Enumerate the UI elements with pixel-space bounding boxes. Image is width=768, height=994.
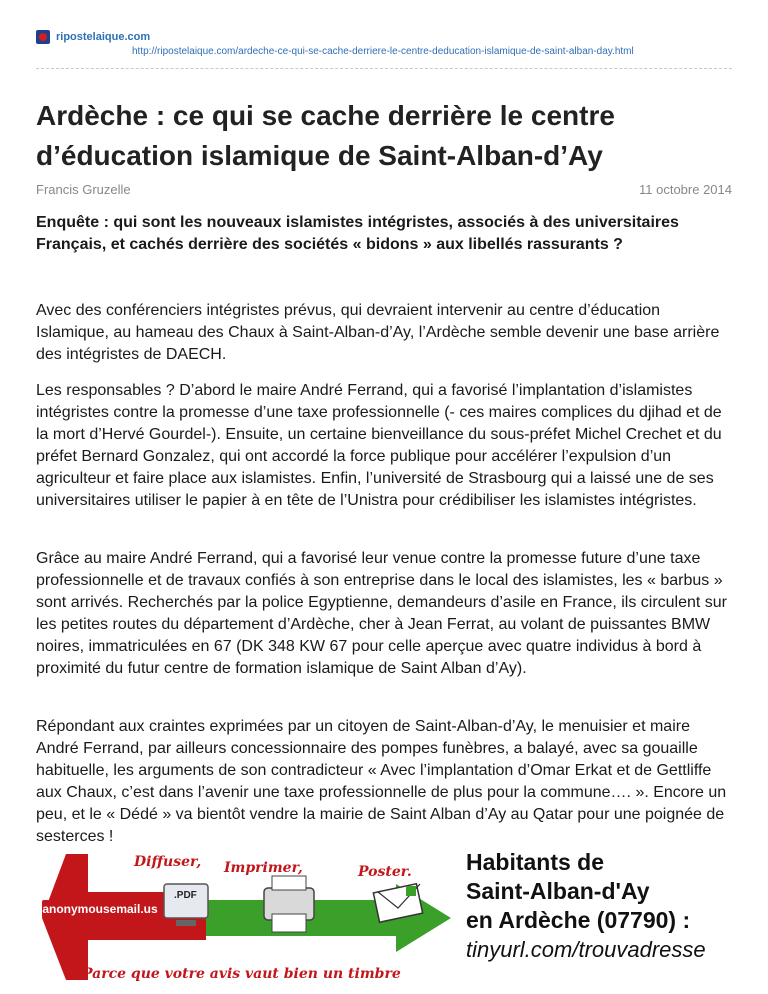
article-lead: Enquête : qui sont les nouveaux islamistes intégristes, associés à des universitaires Français, et cachés derrière des sociétés « bidons » aux libellés rassurants ?	[36, 214, 679, 253]
promo-banner	[36, 848, 732, 988]
banner-imprimer: Imprimer,	[224, 860, 303, 876]
banner-diffuser: Diffuser,	[134, 854, 202, 870]
article-paragraph: Grâce au maire André Ferrand, qui a favorisé leur venue contre la promesse future d’une taxe professionnelle et de travaux confiés à son entreprise dans le local des islamistes, les « barbus » sont arrivés. Recherchés par la police Egyptienne, demandeurs d’asile en France, ils circulent sur les petites routes du département d’Ardèche, cher à Jean Ferrat, au volant de puissantes BMW noires, immatriculées en 67 (DK 348 KW 67 pour celle aperçue avec quatre individus à bord à proximité du futur centre de formation islamique de Saint Alban d’Ay).	[36, 550, 728, 677]
banner-tinyurl-link[interactable]: tinyurl.com/trouvadresse	[466, 937, 706, 962]
article-meta	[36, 182, 732, 197]
site-row	[36, 30, 736, 44]
banner-line-2: Saint-Alban-d'Ay	[466, 878, 650, 904]
printer-icon	[264, 876, 314, 932]
banner-heading	[466, 848, 736, 964]
anonymousemail-link[interactable]: anonymousemail.us	[42, 902, 158, 916]
site-name-link[interactable]: ripostelaique.com	[56, 31, 151, 43]
site-logo-icon	[36, 30, 50, 44]
article-paragraph: Les responsables ? D’abord le maire André Ferrand, qui a favorisé l’implantation d’islamistes intégristes contre la promesse d’une taxe professionnelle (- ces maires complices du djihad et de la mort d’Hervé Gourdel-). Ensuite, un certaine bienveillance du sous-préfet Michel Crechet et du préfet Bernard Gonzalez, qui ont accordé la force publique pour accélérer l’expulsion d’un agriculteur et faire place aux islamistes. Enfin, l’université de Strasbourg qui a laissé une de ses universitaires utiliser le papier à en tête de l’Unistra pour crédibiliser les islamistes intégristes.	[36, 382, 722, 509]
banner-poster: Poster.	[358, 864, 412, 880]
article-url-link[interactable]: http://ripostelaique.com/ardeche-ce-qui-se-cache-derriere-le-centre-deducation-islamique-de-saint-alban-day.html	[132, 46, 634, 57]
banner-line-3: en Ardèche (07790) :	[466, 907, 691, 933]
article-author: Francis Gruzelle	[36, 182, 131, 197]
page-header	[36, 30, 736, 57]
banner-line-1: Habitants de	[466, 849, 605, 875]
banner-tagline: Parce que votre avis vaut bien un timbre	[82, 966, 401, 982]
article-paragraph: Avec des conférenciers intégristes prévus, qui devraient intervenir au centre d’éducation Islamique, au hameau des Chaux à Saint-Alban-d’Ay, l’Ardèche semble devenir une base arrière des intégristes de DAECH.	[36, 302, 720, 363]
article-paragraph: Répondant aux craintes exprimées par un citoyen de Saint-Alban-d’Ay, le menuisier et maire André Ferrand, par ailleurs concessionnaire des pompes funèbres, a balayé, avec sa gouaille habituelle, les arguments de son contradicteur « Avec l’implantation d’Omar Erkat et de Gettliffe aux Chaux, c’est dans l’avenir une taxe professionnelle de plus pour la commune…. ». Encore un peu, et le « Dédé » va bientôt vendre la mairie de Saint Alban d’Ay au Qatar pour une poignée de sesterces !	[36, 718, 727, 845]
article-date: 11 octobre 2014	[639, 182, 732, 197]
header-divider	[36, 68, 732, 69]
article-title: Ardèche : ce qui se cache derrière le centre d’éducation islamique de Saint-Alban-d’Ay	[36, 100, 615, 171]
pdf-label: .PDF	[174, 890, 197, 901]
